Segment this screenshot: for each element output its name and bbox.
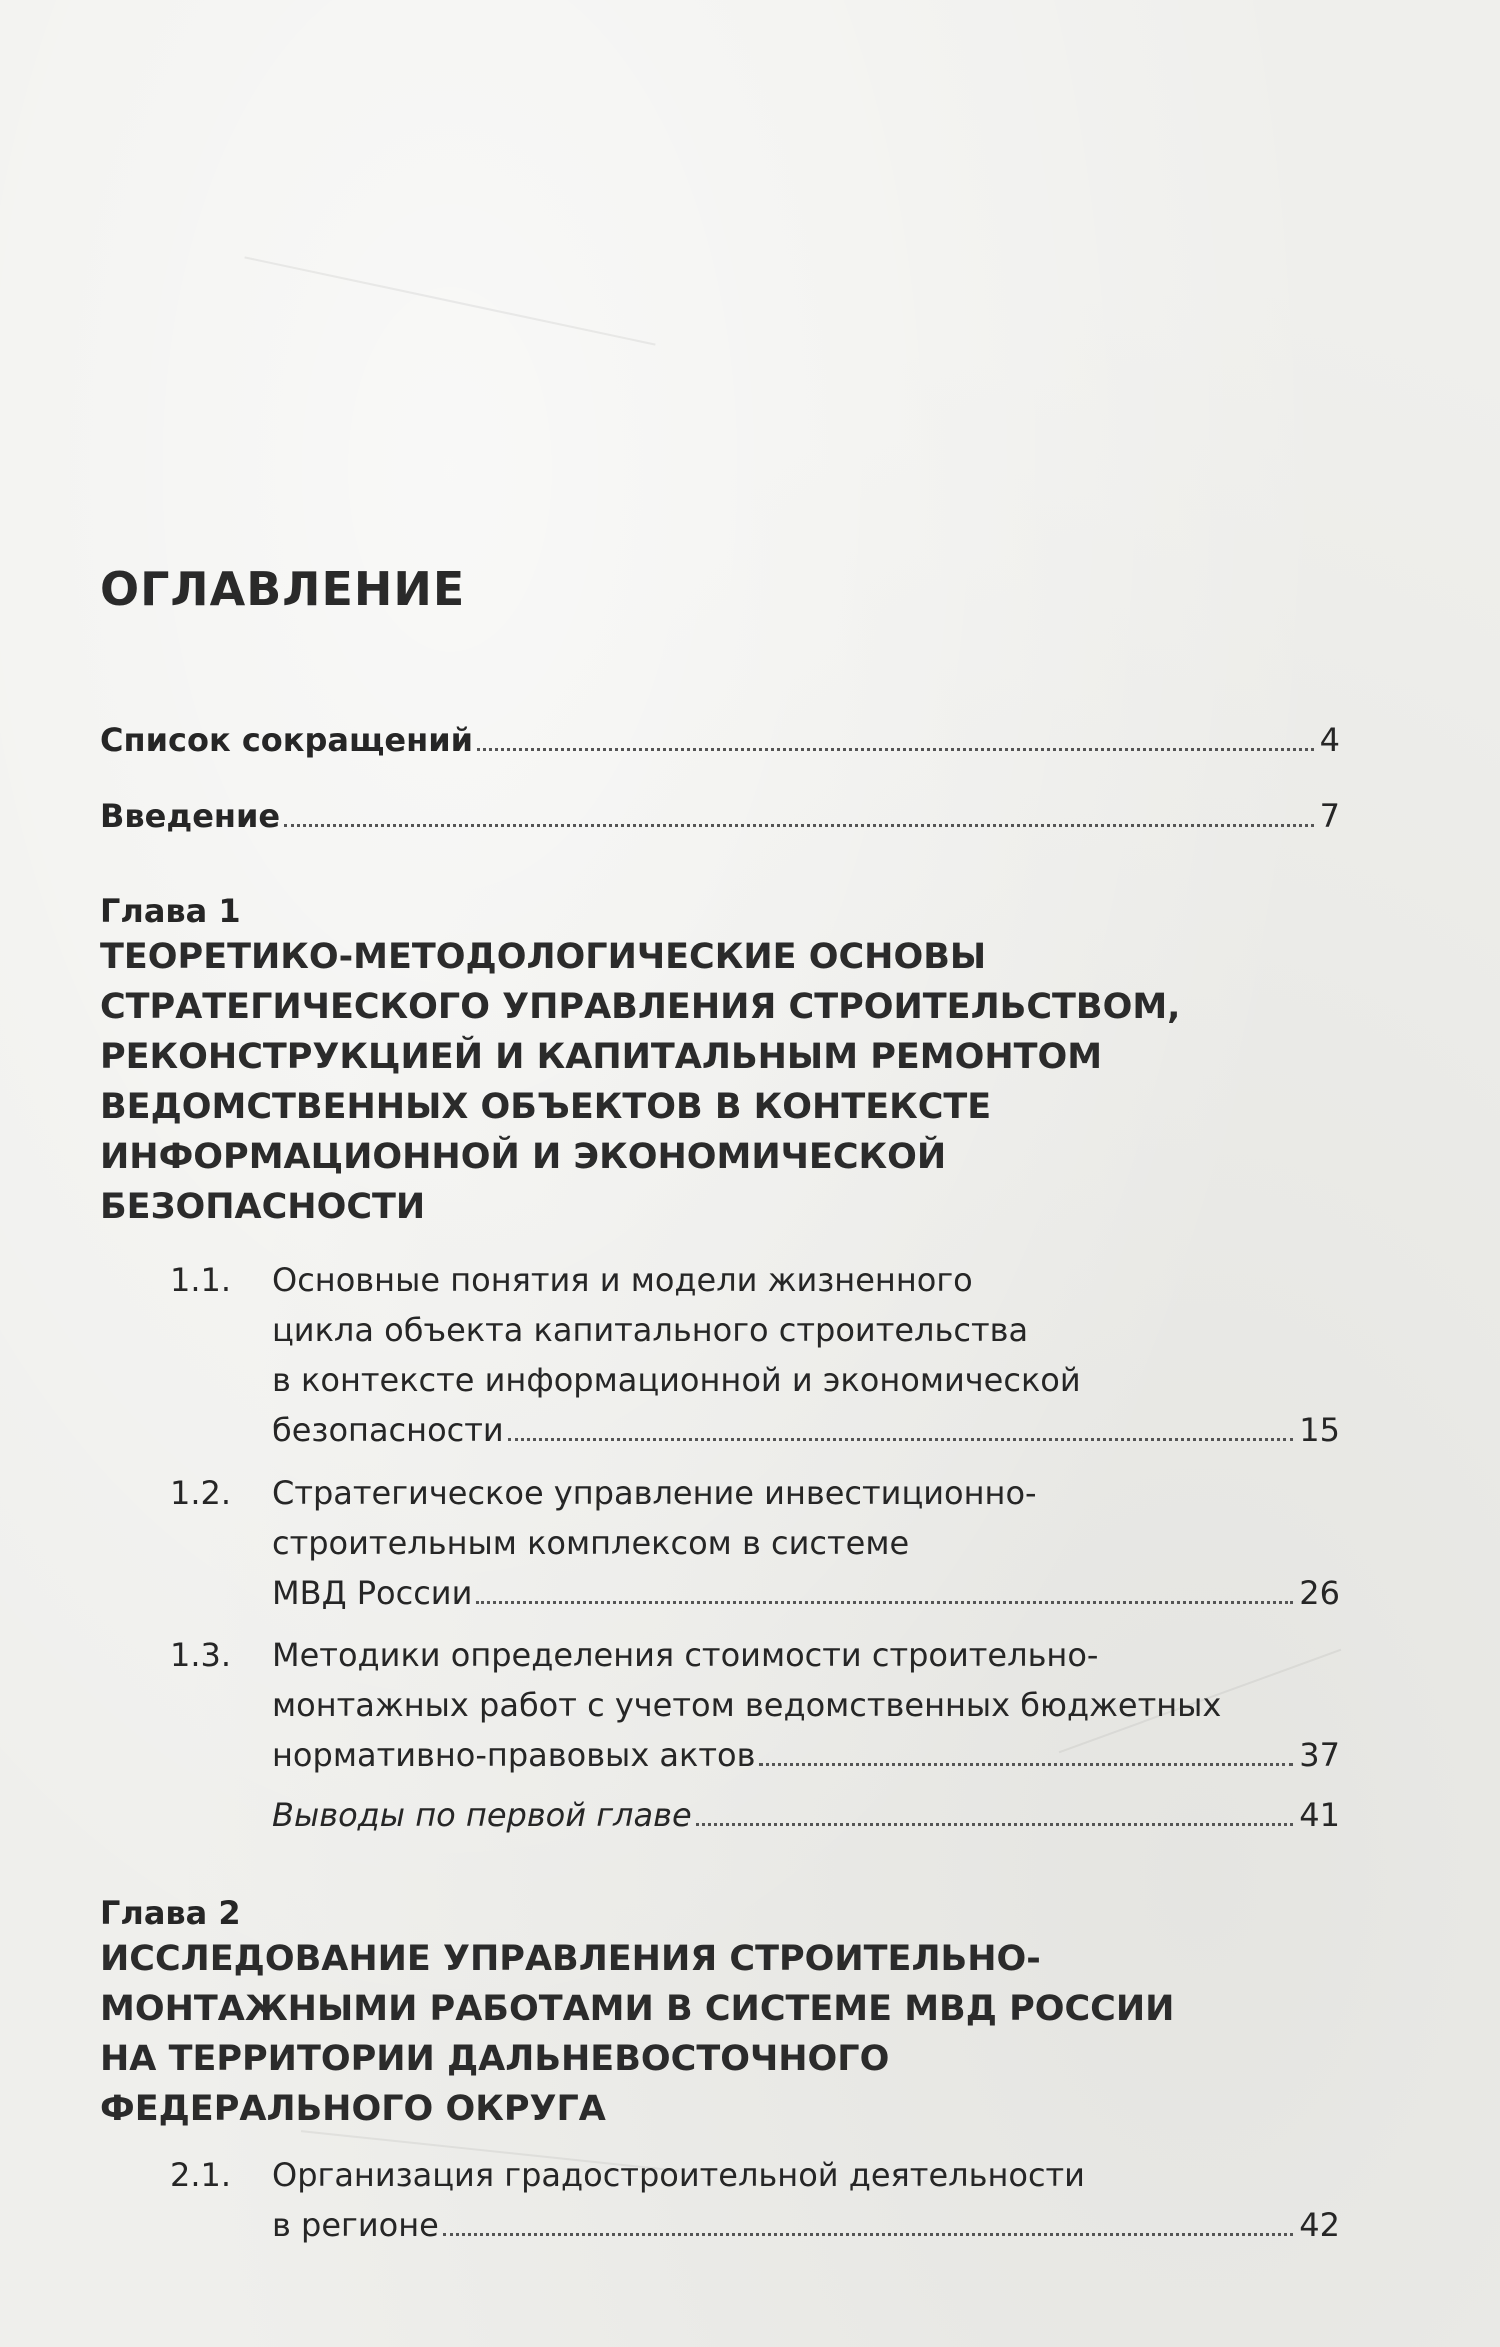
chapter-1-label: Глава 1 <box>100 892 241 930</box>
chapter-title-line: ВЕДОМСТВЕННЫХ ОБЪЕКТОВ В КОНТЕКСТЕ <box>100 1087 992 1127</box>
section-title-line: монтажных работ с учетом ведомственных бюджетных <box>272 1686 1222 1724</box>
section-number: 1.3. <box>170 1636 232 1674</box>
chapter-title-line: ИНФОРМАЦИОННОЙ И ЭКОНОМИЧЕСКОЙ <box>100 1137 947 1177</box>
toc-entry-page: 4 <box>1319 721 1340 759</box>
summary-page: 41 <box>1299 1796 1340 1834</box>
chapter-title-line: БЕЗОПАСНОСТИ <box>100 1187 426 1227</box>
chapter-title-line: ИССЛЕДОВАНИЕ УПРАВЛЕНИЯ СТРОИТЕЛЬНО- <box>100 1939 1041 1979</box>
chapter-title-line: ФЕДЕРАЛЬНОГО ОКРУГА <box>100 2089 606 2129</box>
toc-entry-introduction[interactable] <box>100 791 1340 841</box>
dot-leader <box>477 748 1314 751</box>
toc-entry-title: Список сокращений <box>100 721 474 759</box>
toc-heading: ОГЛАВЛЕНИЕ <box>100 562 466 616</box>
section-title-line: в контексте информационной и экономической <box>272 1361 1081 1399</box>
section-page: 26 <box>1299 1574 1340 1612</box>
section-number: 2.1. <box>170 2156 232 2194</box>
section-page: 37 <box>1299 1736 1340 1774</box>
dot-leader <box>284 824 1314 827</box>
dot-leader <box>759 1763 1293 1766</box>
dot-leader <box>443 2233 1293 2236</box>
dot-leader <box>696 1823 1294 1826</box>
section-title-line: Организация градостроительной деятельности <box>272 2156 1085 2194</box>
toc-entry-abbreviations[interactable] <box>100 715 1340 765</box>
chapter-title-line: ТЕОРЕТИКО-МЕТОДОЛОГИЧЕСКИЕ ОСНОВЫ <box>100 937 987 977</box>
dot-leader <box>508 1438 1294 1441</box>
chapter-title-line: СТРАТЕГИЧЕСКОГО УПРАВЛЕНИЯ СТРОИТЕЛЬСТВОМ, <box>100 987 1181 1027</box>
chapter-1-title[interactable] <box>100 932 1320 1232</box>
section-page: 42 <box>1299 2206 1340 2244</box>
chapter-2-title[interactable] <box>100 1934 1320 2134</box>
chapter-2-label: Глава 2 <box>100 1894 241 1932</box>
section-number: 1.2. <box>170 1474 232 1512</box>
chapter-title-line: НА ТЕРРИТОРИИ ДАЛЬНЕВОСТОЧНОГО <box>100 2039 890 2079</box>
section-title-line: строительным комплексом в системе <box>272 1524 910 1562</box>
section-title-line: цикла объекта капитального строительства <box>272 1311 1029 1349</box>
section-title-line: МВД России <box>272 1574 473 1612</box>
section-title-line: Стратегическое управление инвестиционно- <box>272 1474 1037 1512</box>
toc-entry-page: 7 <box>1319 797 1340 835</box>
section-number: 1.1. <box>170 1261 232 1299</box>
section-title-line: безопасности <box>272 1411 504 1449</box>
chapter-title-line: РЕКОНСТРУКЦИЕЙ И КАПИТАЛЬНЫМ РЕМОНТОМ <box>100 1037 1103 1077</box>
section-title-line: Методики определения стоимости строительно- <box>272 1636 1099 1674</box>
dot-leader <box>476 1601 1293 1604</box>
section-title-line: Основные понятия и модели жизненного <box>272 1261 973 1299</box>
section-title-line: нормативно-правовых актов <box>272 1736 756 1774</box>
section-page: 15 <box>1299 1411 1340 1449</box>
chapter-title-line: МОНТАЖНЫМИ РАБОТАМИ В СИСТЕМЕ МВД РОССИИ <box>100 1989 1175 2029</box>
summary-title: Выводы по первой главе <box>272 1796 692 1834</box>
toc-entry-title: Введение <box>100 797 281 835</box>
section-title-line: в регионе <box>272 2206 439 2244</box>
